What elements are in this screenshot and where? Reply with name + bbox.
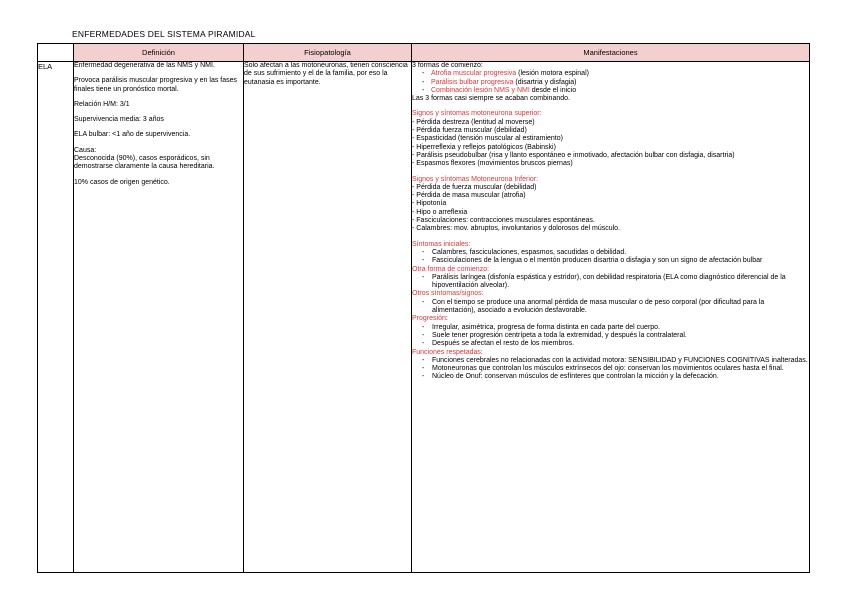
section-title: Funciones respetadas: bbox=[412, 348, 483, 356]
section-title: Otros síntomas/signos: bbox=[412, 290, 484, 298]
section-title: Signos y síntomas motoneurona superior: bbox=[412, 110, 542, 118]
list-item: - Irregular, asimétrica, progresa de forma distinta en cada parte del cuerpo. bbox=[422, 324, 809, 332]
list-item: - Calambres: mov. abruptos, involuntarios y dolorosos del músculo. bbox=[412, 225, 621, 233]
funciones-list bbox=[412, 357, 809, 382]
disease-code-cell: ELA bbox=[38, 62, 74, 573]
list-item: - Pérdida de fuerza muscular (debilidad) bbox=[412, 183, 537, 191]
definicion-text: 10% casos de origen genético. bbox=[74, 178, 170, 186]
list-item: - Fasciculaciones: contracciones musculares espontáneas. bbox=[412, 217, 595, 225]
list-item: - Con el tiempo se produce una anormal pérdida de masa muscular o de peso corporal (por dificultad para la alimentación), asociado a evolución desfavorable. bbox=[422, 299, 809, 316]
definicion-text: Desconocida (90%), casos esporádicos, sin demostrarse claramente la causa hereditaria. bbox=[74, 155, 215, 171]
list-item: - Atrofia muscular progresiva (lesión motora espinal) bbox=[422, 70, 809, 78]
superior-list bbox=[412, 119, 809, 169]
definicion-text: Supervivencia media: 3 años bbox=[74, 116, 164, 124]
definicion-cell bbox=[74, 62, 244, 573]
fisiopatologia-cell bbox=[244, 62, 412, 573]
section-title: Signos y síntomas Motoneurona Inferior: bbox=[412, 175, 539, 183]
list-item: - Hiperreflexia y reflejos patológicos (Babinski) bbox=[412, 143, 556, 151]
definicion-text: Enfermedad degenerativa de las NMS y NMI. bbox=[74, 62, 215, 69]
inferior-list bbox=[412, 184, 809, 234]
definicion-text: Relación H/M: 3/1 bbox=[74, 100, 130, 108]
list-item: - Calambres, fasciculaciones, espasmos, sacudidas o debilidad. bbox=[422, 249, 809, 257]
list-item: - Parálisis bulbar progresiva (disartria y disfagia) bbox=[422, 79, 809, 87]
definicion-text: Provoca parálisis muscular progresiva y en las fases finales tiene un pronóstico mortal. bbox=[74, 77, 238, 93]
section-title: Otra forma de comienzo: bbox=[412, 265, 490, 273]
list-item: - Espasticidad (tensión muscular al estiramiento) bbox=[412, 135, 563, 143]
otros-list bbox=[412, 299, 809, 316]
list-item: - Núcleo de Onuf: conservan músculos de esfínteres que controlan la micción y la defecación. bbox=[422, 373, 809, 381]
header-manifestaciones: Manifestaciones bbox=[412, 44, 810, 62]
section-title: Progresión: bbox=[412, 315, 448, 323]
header-fisiopatologia: Fisiopatología bbox=[244, 44, 412, 62]
header-row bbox=[38, 44, 810, 62]
list-item: - Funciones cerebrales no relacionadas con la actividad motora: SENSIBILIDAD y FUNCIONES COGNITIVAS inalteradas. bbox=[422, 357, 809, 365]
list-item: - Hipo o arreflexia bbox=[412, 208, 468, 216]
table-row bbox=[38, 62, 810, 573]
combinacion-text: Las 3 formas casi siempre se acaban combinando. bbox=[412, 95, 570, 103]
list-item: - Hipotonía bbox=[412, 200, 447, 208]
iniciales-list bbox=[412, 249, 809, 266]
section-title: Síntomas iniciales: bbox=[412, 240, 471, 248]
disease-table bbox=[37, 43, 810, 573]
list-item: - Combinación lesión NMS y NMI desde el inicio bbox=[422, 87, 809, 95]
list-item: - Pérdida de masa muscular (atrofia) bbox=[412, 192, 526, 200]
otra-list bbox=[412, 274, 809, 291]
list-item: - Suele tener progresión centrípeta a toda la extremidad, y después la contralateral. bbox=[422, 332, 809, 340]
list-item: - Espasmos flexores (movimientos bruscos piernas) bbox=[412, 160, 573, 168]
definicion-text: ELA bulbar: <1 año de supervivencia. bbox=[74, 131, 191, 139]
list-item: - Motoneuronas que controlan los músculos extrínsecos del ojo: conservan los movimientos oculares hasta el final. bbox=[422, 365, 809, 373]
header-definicion: Definición bbox=[74, 44, 244, 62]
fisiopatologia-text: Solo afectan a las motoneuronas, tienen consciencia de sus sufrimiento y el de la familia, por eso la eutanasia es importante. bbox=[244, 62, 408, 86]
manifestaciones-cell bbox=[412, 62, 810, 573]
header-blank-cell bbox=[38, 44, 74, 62]
list-item: - Pérdida destreza (lentitud al moverse) bbox=[412, 118, 535, 126]
formas-intro: 3 formas de comienzo: bbox=[412, 62, 483, 69]
list-item: - Parálisis laríngea (disfonía espástica y estridor), con debilidad respiratoria (ELA como diagnóstico diferencial de la hipoventilación alveolar). bbox=[422, 274, 809, 291]
list-item: - Después se afectan el resto de los miembros. bbox=[422, 340, 809, 348]
list-item: - Fasciculaciones de la lengua o el mentón producen disartria o disfagia y son un signo de afectación bulbar bbox=[422, 257, 809, 265]
document-title: ENFERMEDADES DEL SISTEMA PIRAMIDAL bbox=[72, 29, 256, 39]
list-item: - Pérdida fuerza muscular (debilidad) bbox=[412, 127, 527, 135]
list-item: - Parálisis pseudobulbar (risa y llanto espontáneo e inmotivado, afectación bulbar con disfagia, disartria) bbox=[412, 151, 735, 159]
definicion-text: Causa: bbox=[74, 146, 97, 154]
formas-list bbox=[412, 70, 809, 95]
progresion-list bbox=[412, 324, 809, 349]
